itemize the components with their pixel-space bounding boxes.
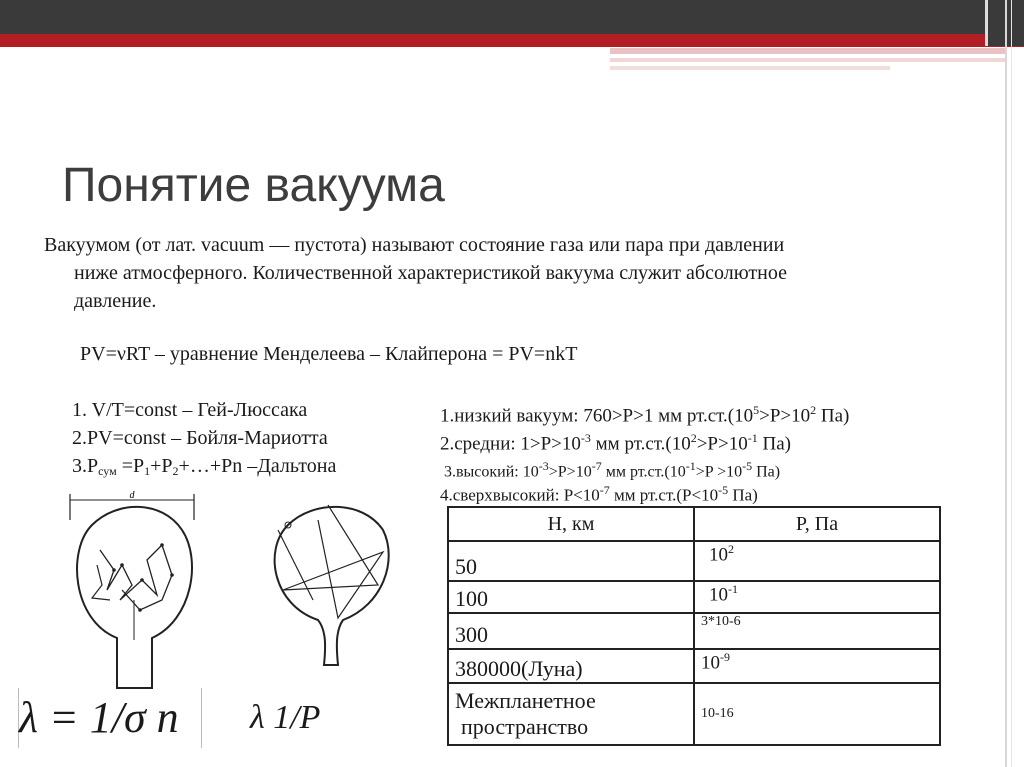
table-row <box>448 649 940 683</box>
dimension-label: d <box>129 490 135 501</box>
mendeleev-formula: PV=νRT – уравнение Менделеева – Клайперона = PV=nkT <box>80 343 578 365</box>
header-stripe <box>610 48 1006 54</box>
vacuum-ultrahigh: 4.сверхвысокий: $P<10^{-7}$ мм $рт.ст.(P<10^{-5}$ Па) <box>440 483 758 505</box>
header-stripe <box>610 66 890 70</box>
formula-mean-free-path: λ = 1/σ n <box>18 688 202 748</box>
law-dalton: $3.P_{сум}$ $=P_1+P_2+\dots+Pn$ –Дальтона <box>72 455 337 478</box>
law-boyle-mariotte: 2.PV=const – Бойля-Мариотта <box>72 427 328 449</box>
cell-altitude: 380000(Луна) <box>448 649 694 683</box>
table-row <box>448 541 940 581</box>
vacuum-low: 1.низкий вакуум: 760>P>1 мм $рт.ст.(10^5>P>10^2$ Па) <box>440 403 850 427</box>
cell-altitude: 300 <box>448 613 694 649</box>
header-altitude: H, км <box>448 507 694 541</box>
pressure-altitude-table <box>447 506 941 746</box>
intro-line: давление. <box>74 290 157 312</box>
intro-line: Вакуумом (от лат. vacuum — пустота) называют состояние газа или пара при давлении <box>44 234 785 256</box>
formula-lambda-pressure: λ 1/P <box>250 699 321 736</box>
cell-line: Межпланетное <box>455 688 596 713</box>
header-stripe <box>610 58 1006 62</box>
header-bar-dark <box>0 0 1024 34</box>
right-border-line <box>1011 0 1012 767</box>
cell-altitude <box>448 683 694 745</box>
right-border-line <box>1005 0 1007 767</box>
header-pressure: P, Па <box>694 507 940 541</box>
vacuum-high: 3.высокий: $10^{-3}>P>10^{-7}$ мм $рт.ст.(10^{-1}>P >10^{-5}$ Па) <box>444 459 781 481</box>
cell-pressure: 3*10-6 <box>694 613 940 649</box>
page-title: Понятие вакуума <box>62 159 445 212</box>
cell-line: пространство <box>461 714 589 739</box>
intro-line: ниже атмосферного. Количественной характеристикой вакуума служит абсолютное <box>74 262 787 284</box>
cell-altitude: 50 <box>448 541 694 581</box>
cell-pressure: $10^2$ <box>694 541 940 581</box>
vacuum-medium: 2.средни: $1>P>10^{-3}$ мм $рт.ст.(10^2>P>10^{-1}$ Па) <box>440 431 791 455</box>
flask-diagram-free-path <box>258 490 398 680</box>
header-bar-red <box>0 34 1024 47</box>
table-row <box>448 581 940 613</box>
table-header-row <box>448 507 940 541</box>
table-row <box>448 683 940 745</box>
table-row <box>448 613 940 649</box>
cell-pressure: 10-16 <box>694 683 940 745</box>
cell-pressure: $10^{-1}$ <box>694 581 940 613</box>
cell-pressure: $10^{-9}$ <box>694 649 940 683</box>
law-gay-lussac: 1. V/T=const – Гей-Люссака <box>72 399 308 421</box>
cell-altitude: 100 <box>448 581 694 613</box>
flask-diagram-collisions <box>62 490 202 690</box>
intro-paragraph <box>44 231 1004 315</box>
